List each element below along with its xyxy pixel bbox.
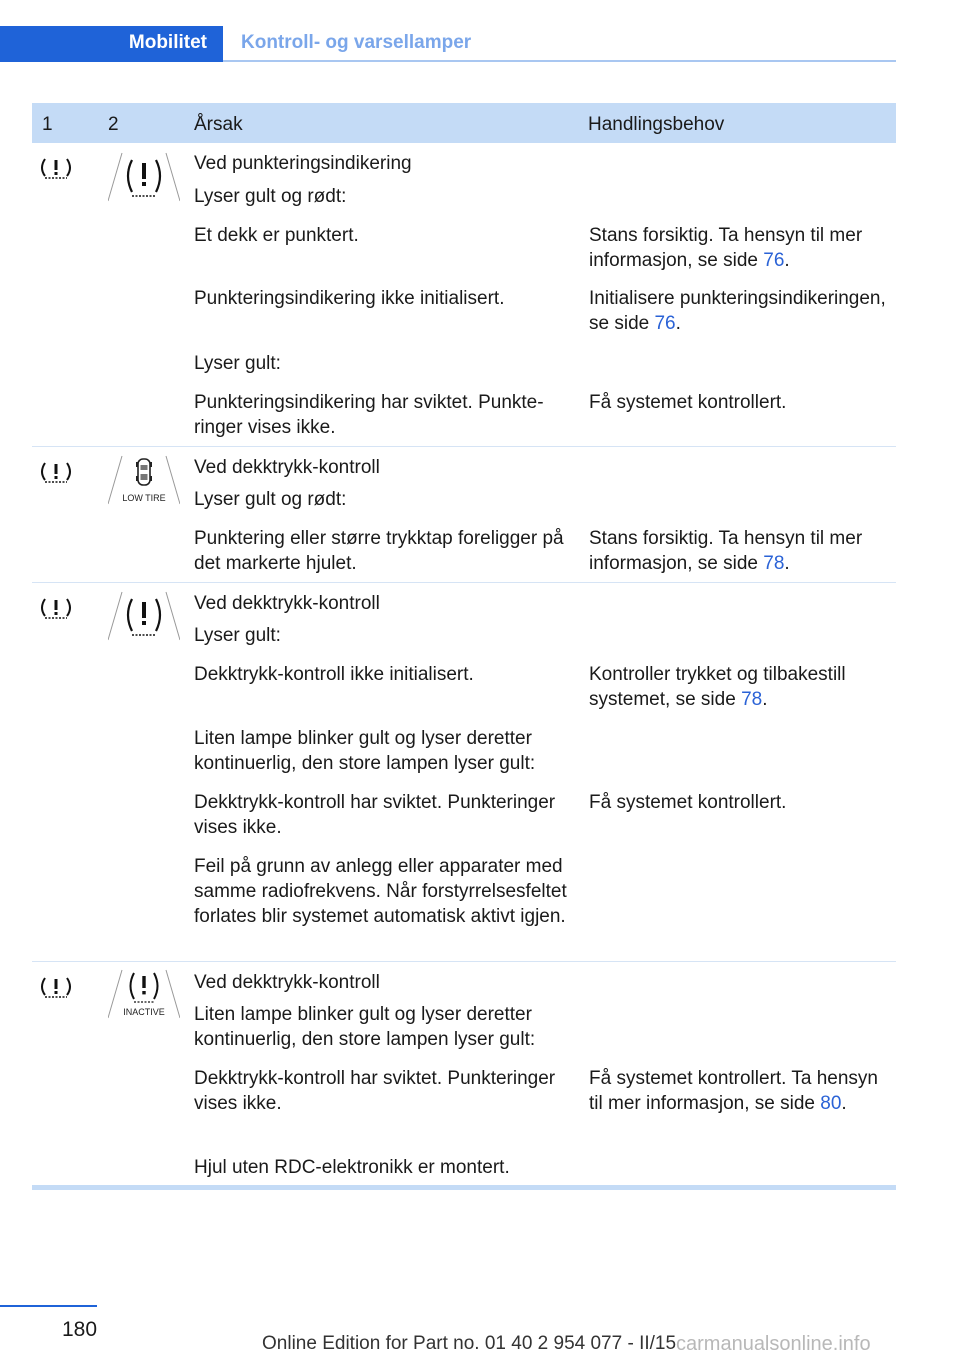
tire-inactive-icon — [108, 969, 180, 1019]
row-divider — [32, 582, 896, 583]
page-link[interactable]: 78 — [741, 689, 763, 710]
row-cause: Ved dekktrykk-kontroll — [194, 593, 380, 614]
row-cause: Feil på grunn av anlegg eller apparater med samme radiofrekvens. Når forstyrrelsesfeltet forlates blir systemet automatisk aktivt igjen. — [194, 856, 567, 927]
tire-warning-small-icon — [38, 460, 74, 484]
page-number-rule — [0, 1305, 97, 1307]
tire-warning-small-icon — [38, 156, 74, 180]
row-cause: Liten lampe blinker gult og lyser deretter kontinuerlig, den store lampen lyser gult: — [194, 728, 536, 774]
page-link[interactable]: 76 — [763, 250, 785, 271]
row-cause: Dekktrykk-kontroll har sviktet. Punkteringer vises ikke. — [194, 792, 556, 838]
tire-warning-large-icon — [108, 152, 180, 202]
section-tab[interactable] — [0, 26, 223, 62]
row-cause: Liten lampe blinker gult og lyser deretter kontinuerlig, den store lampen lyser gult: — [194, 1004, 536, 1050]
col-header-action: Handlingsbehov — [588, 114, 725, 135]
col-header-cause: Årsak — [194, 114, 243, 135]
row-cause: Dekktrykk-kontroll har sviktet. Punkteringer vises ikke. — [194, 1068, 556, 1114]
row-cause: Dekktrykk-kontroll ikke initialisert. — [194, 664, 474, 685]
row-cause: Hjul uten RDC-elektronikk er montert. — [194, 1157, 510, 1178]
row-cause: Punkteringsindikering har sviktet. Punkteringer vises ikke. — [194, 392, 544, 438]
inactive-label: INACTIVE — [123, 1007, 165, 1017]
watermark: carmanualsonline.info — [676, 1333, 871, 1355]
page-link[interactable]: 76 — [654, 313, 676, 334]
row-cause: Lyser gult og rødt: — [194, 489, 347, 510]
row-action: Få systemet kontrollert. — [589, 392, 787, 413]
row-cause: Ved punkteringsindikering — [194, 153, 412, 174]
page-header — [0, 26, 896, 62]
tire-warning-large-icon — [108, 591, 180, 641]
table-bottom-border — [32, 1185, 896, 1190]
section-tab-label: Mobilitet — [128, 32, 207, 53]
page-link[interactable]: 80 — [820, 1093, 842, 1114]
table-header — [32, 103, 896, 143]
row-cause: Lyser gult: — [194, 353, 281, 374]
row-action: Stans forsiktig. Ta hensyn til mer informasjon, se side 78. — [589, 528, 863, 574]
tire-warning-small-icon — [38, 975, 74, 999]
row-cause: Ved dekktrykk-kontroll — [194, 457, 380, 478]
row-cause: Punkteringsindikering ikke initialisert. — [194, 288, 505, 309]
page-link[interactable]: 78 — [763, 553, 785, 574]
row-cause: Lyser gult: — [194, 625, 281, 646]
row-divider — [32, 446, 896, 447]
row-cause: Punktering eller større trykktap foreligger på det markerte hjulet. — [194, 528, 564, 574]
row-action: Initialisere punkteringsindikeringen, se side 76. — [589, 288, 886, 334]
page-number: 180 — [62, 1318, 98, 1341]
col-header-2: 2 — [108, 114, 119, 135]
row-cause: Ved dekktrykk-kontroll — [194, 972, 380, 993]
row-action: Få systemet kontrollert. Ta hensyn til mer informasjon, se side 80. — [589, 1068, 878, 1114]
row-action: Få systemet kontrollert. — [589, 792, 787, 813]
col-header-1: 1 — [42, 114, 53, 135]
row-action: Stans forsiktig. Ta hensyn til mer informasjon, se side 76. — [589, 225, 863, 271]
row-divider — [32, 961, 896, 962]
low-tire-icon — [108, 455, 180, 505]
tire-warning-small-icon — [38, 596, 74, 620]
row-cause: Et dekk er punktert. — [194, 225, 359, 246]
row-action: Kontroller trykket og tilbakestill systemet, se side 78. — [589, 664, 846, 710]
header-divider — [223, 60, 896, 62]
edition-text: Online Edition for Part no. 01 40 2 954 077 - II/15 — [262, 1333, 677, 1354]
chapter-title[interactable]: Kontroll- og varsellamper — [241, 32, 472, 53]
low-tire-label: LOW TIRE — [122, 493, 166, 503]
row-cause: Lyser gult og rødt: — [194, 186, 347, 207]
